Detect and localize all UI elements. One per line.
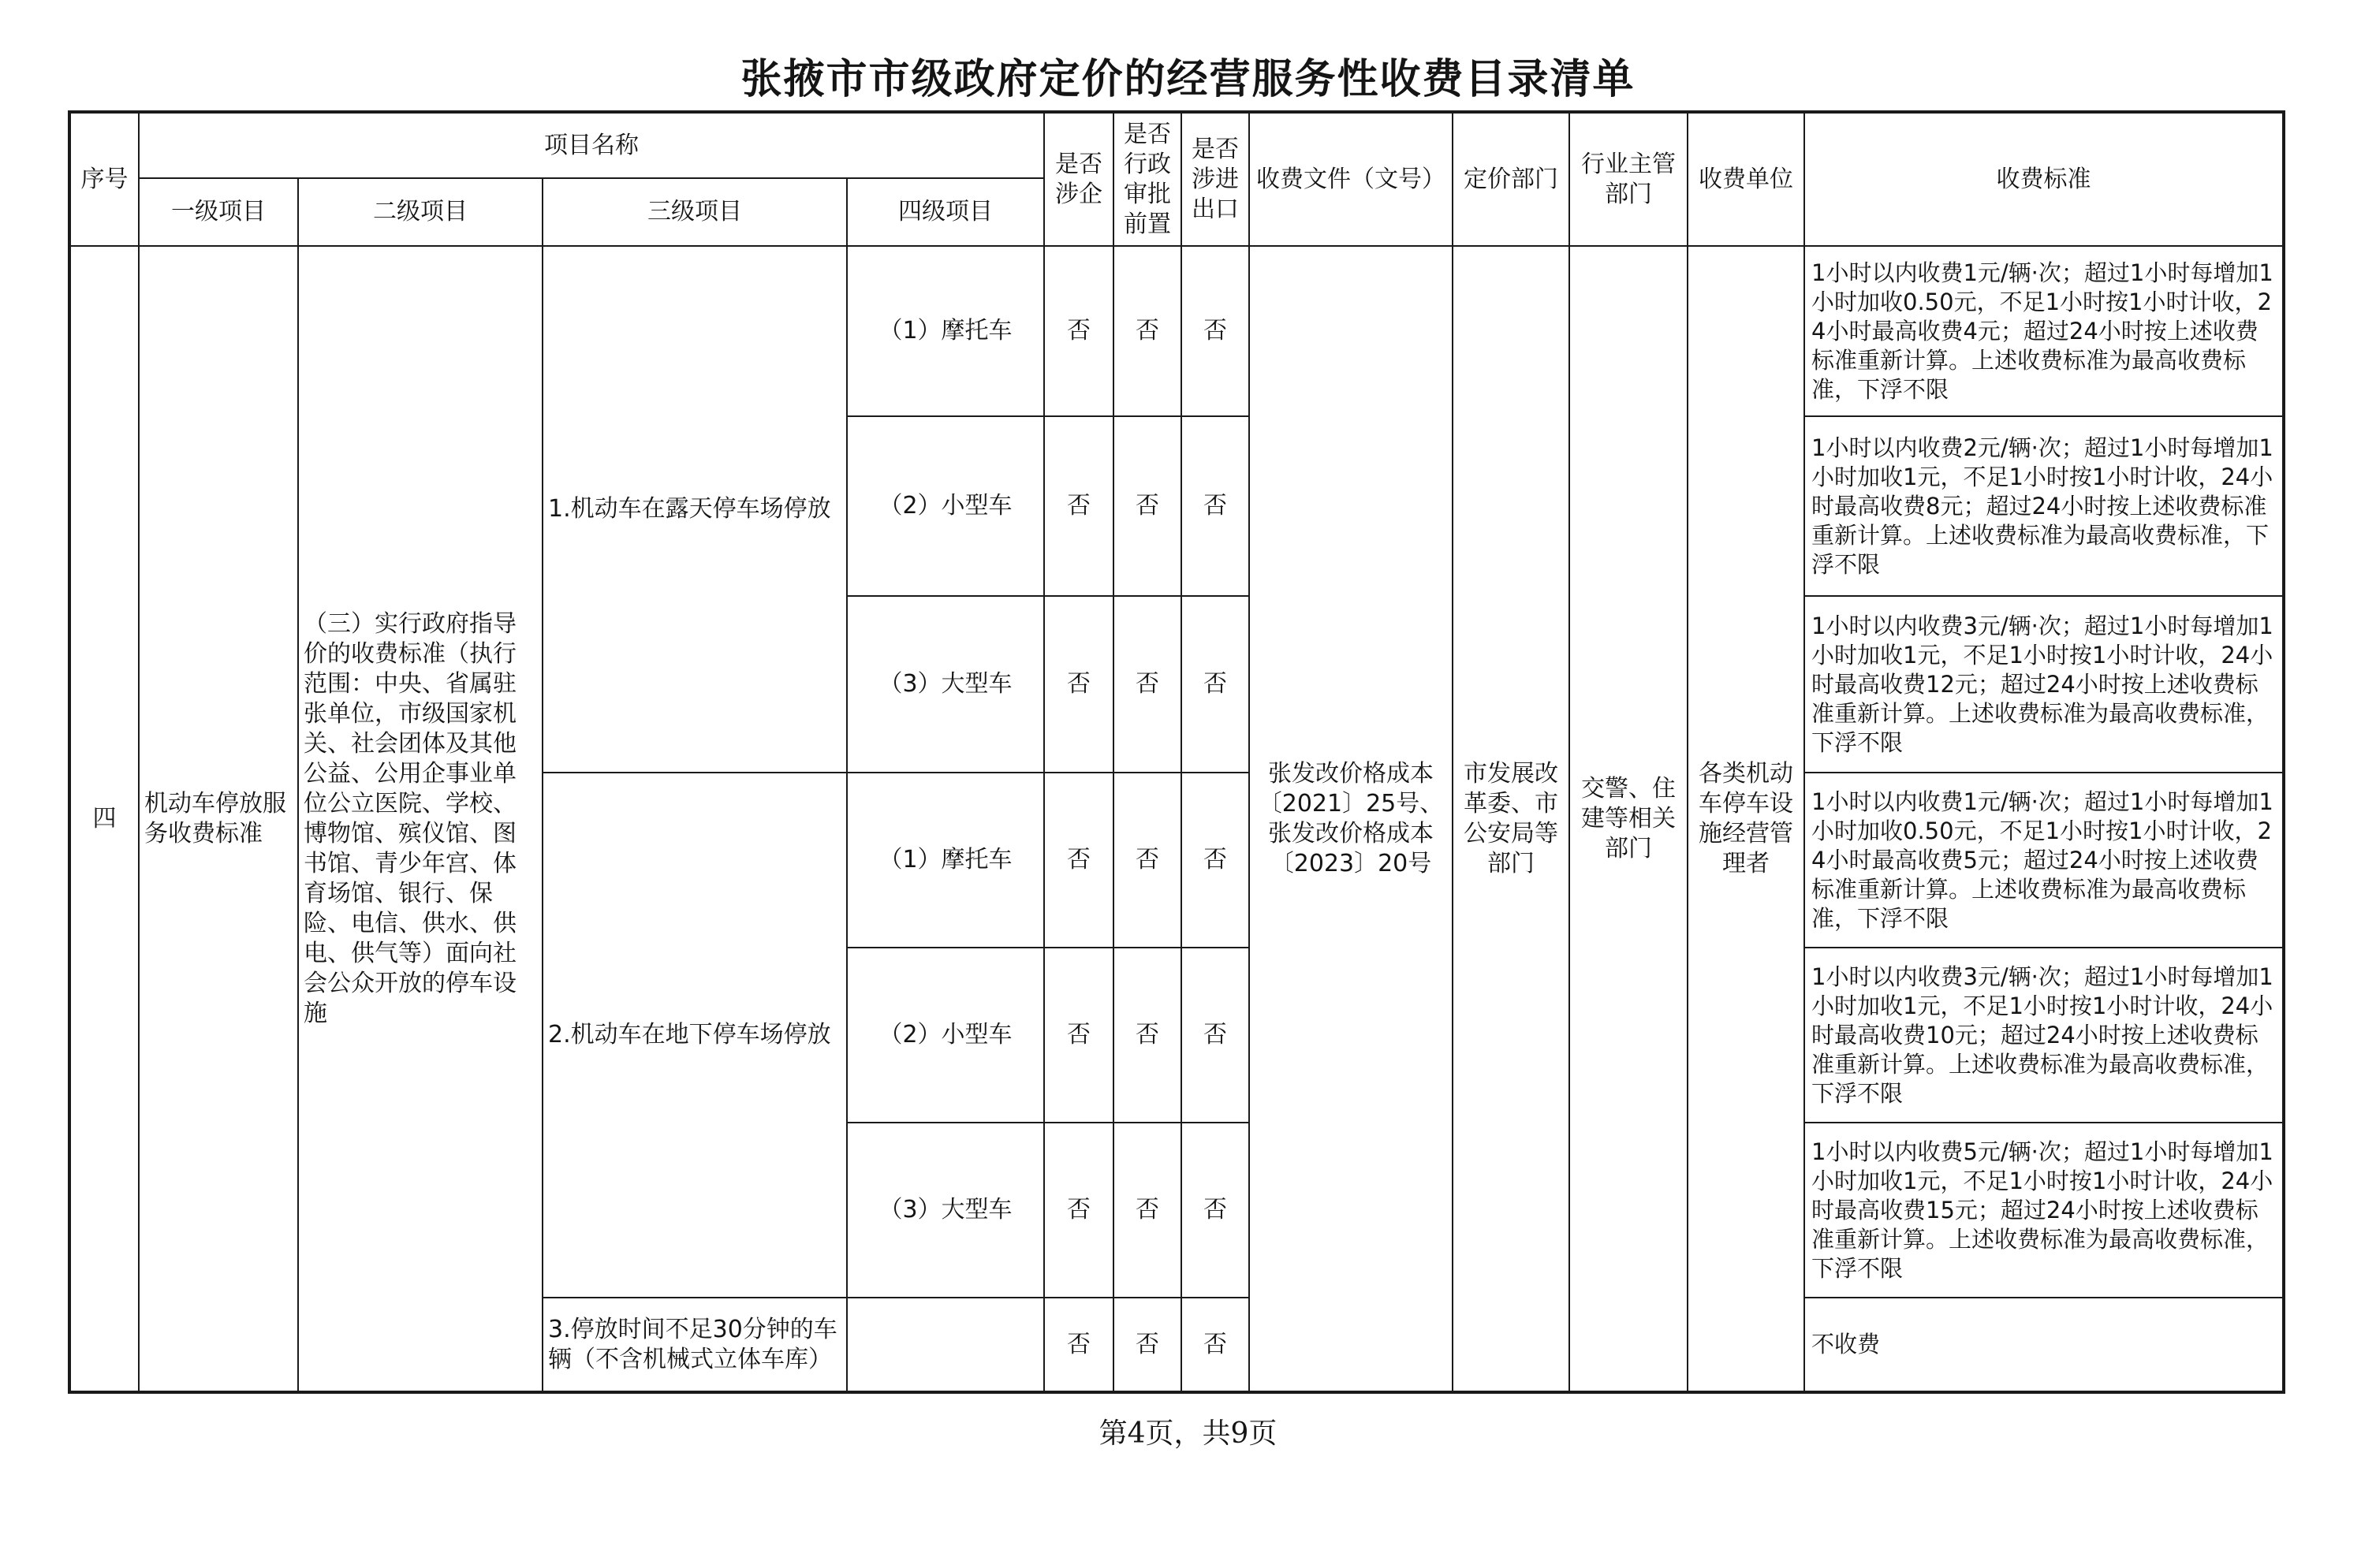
level3-underground-parking: 2.机动车在地下停车场停放 (543, 773, 847, 1298)
fee-catalog-table (68, 110, 2285, 1394)
group-charging-unit: 各类机动车停车设施经营管理者 (1688, 246, 1804, 1392)
level4-cell: （1）摩托车 (847, 773, 1044, 948)
header-import-export: 是否涉进出口 (1181, 112, 1249, 246)
level4-cell: （1）摩托车 (847, 246, 1044, 416)
admin-approval-cell: 否 (1113, 596, 1181, 773)
admin-approval-cell: 否 (1113, 246, 1181, 416)
import-export-cell: 否 (1181, 948, 1249, 1123)
enterprise-cell: 否 (1044, 1123, 1113, 1298)
enterprise-cell: 否 (1044, 246, 1113, 416)
level3-short-stay: 3.停放时间不足30分钟的车辆（不含机械式立体车库） (543, 1298, 847, 1392)
level3-outdoor-parking: 1.机动车在露天停车场停放 (543, 246, 847, 773)
group-pricing-dept: 市发展改革委、市公安局等部门 (1453, 246, 1569, 1392)
import-export-cell: 否 (1181, 773, 1249, 948)
group-industry-dept: 交警、住建等相关部门 (1569, 246, 1688, 1392)
page-title: 张掖市市级政府定价的经营服务性收费目录清单 (740, 55, 1636, 103)
header-pricing-dept: 定价部门 (1453, 112, 1569, 246)
fee-standard-cell: 1小时以内收费1元/辆·次；超过1小时每增加1小时加收0.50元，不足1小时按1小时计收，24小时最高收费5元；超过24小时按上述收费标准重新计算。上述收费标准为最高收费标准，下浮不限 (1804, 773, 2284, 948)
header-level1: 一级项目 (139, 178, 298, 246)
fee-standard-cell: 1小时以内收费2元/辆·次；超过1小时每增加1小时加收1元，不足1小时按1小时计收，24小时最高收费8元；超过24小时按上述收费标准重新计算。上述收费标准为最高收费标准，下浮不限 (1804, 416, 2284, 596)
fee-standard-cell: 1小时以内收费3元/辆·次；超过1小时每增加1小时加收1元，不足1小时按1小时计收，24小时最高收费12元；超过24小时按上述收费标准重新计算。上述收费标准为最高收费标准，下浮不限 (1804, 596, 2284, 773)
header-admin-approval: 是否行政审批前置 (1113, 112, 1181, 246)
page-number: 第4页，共9页 (1098, 1417, 1278, 1450)
level4-cell: （2）小型车 (847, 416, 1044, 596)
fee-standard-cell: 1小时以内收费5元/辆·次；超过1小时每增加1小时加收1元，不足1小时按1小时计收，24小时最高收费15元；超过24小时按上述收费标准重新计算。上述收费标准为最高收费标准，下浮不限 (1804, 1123, 2284, 1298)
import-export-cell: 否 (1181, 1123, 1249, 1298)
header-level3: 三级项目 (543, 178, 847, 246)
header-row-1 (69, 112, 2284, 178)
level4-cell (847, 1298, 1044, 1392)
group-seq: 四 (69, 246, 139, 1392)
group-doc-no: 张发改价格成本〔2021〕25号、张发改价格成本〔2023〕20号 (1249, 246, 1453, 1392)
import-export-cell: 否 (1181, 1298, 1249, 1392)
header-enterprise: 是否涉企 (1044, 112, 1113, 246)
admin-approval-cell: 否 (1113, 1123, 1181, 1298)
header-doc-no: 收费文件（文号） (1249, 112, 1453, 246)
level4-cell: （2）小型车 (847, 948, 1044, 1123)
header-charging-unit: 收费单位 (1688, 112, 1804, 246)
enterprise-cell: 否 (1044, 1298, 1113, 1392)
import-export-cell: 否 (1181, 246, 1249, 416)
header-item-name: 项目名称 (139, 112, 1044, 178)
group-level1: 机动车停放服务收费标准 (139, 246, 298, 1392)
group-level2: （三）实行政府指导价的收费标准（执行范围：中央、省属驻张单位，市级国家机关、社会团体及其他公益、公用企事业单位公立医院、学校、博物馆、殡仪馆、图书馆、青少年宫、体育场馆、银行、保险、电信、供水、供电、供气等）面向社会公众开放的停车设施 (298, 246, 543, 1392)
header-level4: 四级项目 (847, 178, 1044, 246)
admin-approval-cell: 否 (1113, 773, 1181, 948)
fee-standard-cell: 1小时以内收费3元/辆·次；超过1小时每增加1小时加收1元，不足1小时按1小时计收，24小时最高收费10元；超过24小时按上述收费标准重新计算。上述收费标准为最高收费标准，下浮不限 (1804, 948, 2284, 1123)
table-row (69, 246, 2284, 416)
admin-approval-cell: 否 (1113, 948, 1181, 1123)
header-level2: 二级项目 (298, 178, 543, 246)
import-export-cell: 否 (1181, 416, 1249, 596)
header-fee-standard: 收费标准 (1804, 112, 2284, 246)
enterprise-cell: 否 (1044, 773, 1113, 948)
enterprise-cell: 否 (1044, 416, 1113, 596)
enterprise-cell: 否 (1044, 948, 1113, 1123)
fee-standard-cell: 1小时以内收费1元/辆·次；超过1小时每增加1小时加收0.50元，不足1小时按1小时计收，24小时最高收费4元；超过24小时按上述收费标准重新计算。上述收费标准为最高收费标准，下浮不限 (1804, 246, 2284, 416)
header-industry-dept: 行业主管部门 (1569, 112, 1688, 246)
fee-standard-cell: 不收费 (1804, 1298, 2284, 1392)
enterprise-cell: 否 (1044, 596, 1113, 773)
header-seq: 序号 (69, 112, 139, 246)
import-export-cell: 否 (1181, 596, 1249, 773)
level4-cell: （3）大型车 (847, 1123, 1044, 1298)
admin-approval-cell: 否 (1113, 416, 1181, 596)
level4-cell: （3）大型车 (847, 596, 1044, 773)
admin-approval-cell: 否 (1113, 1298, 1181, 1392)
